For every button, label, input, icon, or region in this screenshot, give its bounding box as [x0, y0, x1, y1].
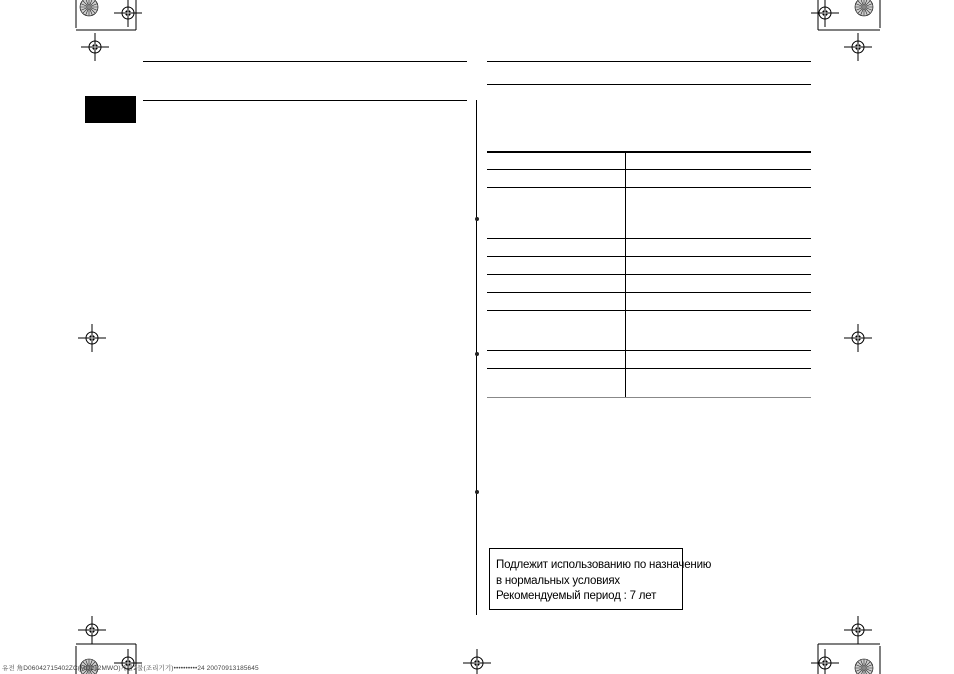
- bullet-icon: [475, 217, 479, 221]
- table-row: [487, 256, 811, 257]
- registration-mark-icon: [811, 0, 839, 27]
- left-header-rule: [143, 61, 467, 62]
- color-wheel-icon: [855, 659, 873, 674]
- gutter-line: [476, 100, 477, 615]
- table-row: [487, 368, 811, 369]
- table-row: [487, 187, 811, 188]
- spec-table: [487, 151, 811, 398]
- color-wheel-icon: [855, 0, 873, 16]
- table-row: [487, 350, 811, 351]
- service-life-notice: [489, 548, 712, 610]
- bullet-icon: [475, 490, 479, 494]
- bullet-icon: [475, 352, 479, 356]
- table-row: [487, 169, 811, 170]
- table-row: [487, 238, 811, 239]
- table-row: [487, 274, 811, 275]
- left-section-rule: [143, 100, 467, 101]
- notice-line: Рекомендуемый период : 7 лет: [496, 590, 657, 602]
- registration-mark-icon: [844, 616, 872, 644]
- registration-mark-icon: [78, 324, 106, 352]
- registration-mark-icon: [114, 0, 142, 27]
- language-tab: [85, 96, 136, 123]
- registration-mark-icon: [78, 616, 106, 644]
- right-section-rule: [487, 84, 811, 85]
- color-wheel-icon: [80, 0, 98, 16]
- registration-mark-icon: [844, 33, 872, 61]
- table-row: [487, 292, 811, 293]
- notice-line: Подлежит использованию по назначению: [496, 559, 712, 571]
- registration-mark-icon: [811, 649, 839, 674]
- registration-mark-icon: [844, 324, 872, 352]
- registration-mark-icon: [463, 649, 491, 674]
- registration-mark-icon: [81, 33, 109, 61]
- table-row: [487, 310, 811, 311]
- right-header-rule: [487, 61, 811, 62]
- table-top-rule: [487, 151, 811, 153]
- table-bottom-rule: [487, 397, 811, 398]
- printer-slug: 유전 角D06042715402ZC(MD212MWO)개발2불(조리기기)••••••••••24 20070913185645: [2, 665, 259, 672]
- notice-line: в нормальных условиях: [496, 574, 620, 587]
